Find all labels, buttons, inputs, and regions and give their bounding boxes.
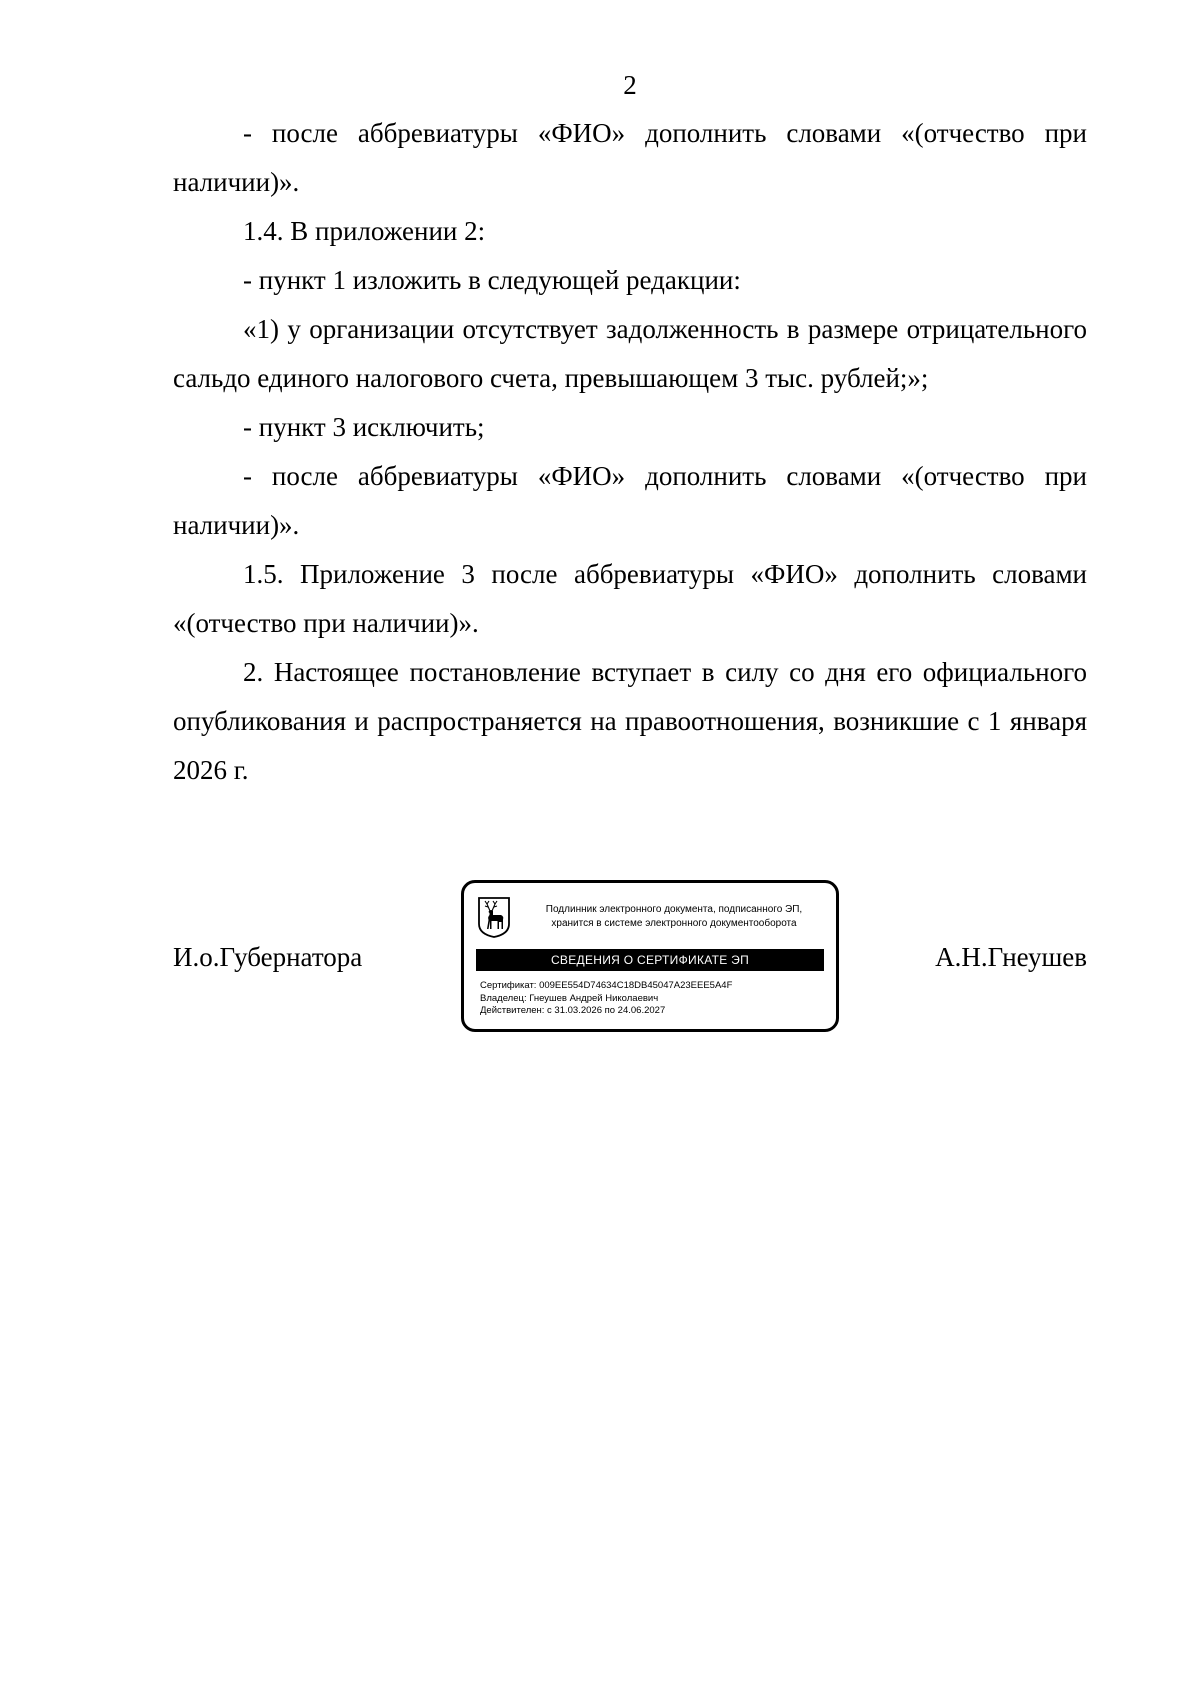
paragraph: 1.4. В приложении 2: bbox=[243, 216, 486, 246]
paragraph: 2. Настоящее постановление вступает в силу со дня его официального опубликования и распространяется на правоотношения, возникшие с 1 января 2026 г. bbox=[173, 657, 1087, 785]
stamp-header-line: хранится в системе электронного документооборота bbox=[551, 918, 797, 929]
signer-name: А.Н.Гнеушев bbox=[935, 942, 1087, 972]
paragraph: - пункт 1 изложить в следующей редакции: bbox=[243, 265, 741, 295]
certificate-details bbox=[480, 980, 830, 1018]
certificate-validity: Действителен: с 31.03.2026 по 24.06.2027 bbox=[480, 1005, 666, 1016]
stamp-header-line: Подлинник электронного документа, подписанного ЭП, bbox=[545, 904, 803, 915]
paragraph: - после аббревиатуры «ФИО» дополнить словами «(отчество при наличии)». bbox=[173, 118, 1087, 197]
document-body bbox=[173, 109, 1087, 795]
paragraph: 1.5. Приложение 3 после аббревиатуры «ФИО» дополнить словами «(отчество при наличии)». bbox=[173, 559, 1087, 638]
signature-block bbox=[173, 880, 1087, 1040]
paragraph: - после аббревиатуры «ФИО» дополнить словами «(отчество при наличии)». bbox=[173, 461, 1087, 540]
certificate-info-bar: СВЕДЕНИЯ О СЕРТИФИКАТЕ ЭП bbox=[476, 949, 824, 971]
deer-coat-of-arms-icon bbox=[477, 896, 511, 938]
paragraph: «1) у организации отсутствует задолженность в размере отрицательного сальдо единого налогового счета, превышающем 3 тыс. рублей;»; bbox=[173, 314, 1087, 393]
paragraph: - пункт 3 исключить; bbox=[243, 412, 485, 442]
stamp-header bbox=[524, 903, 824, 931]
certificate-number: Сертификат: 009EE554D74634C18DB45047A23EEE5A4F bbox=[480, 980, 733, 991]
electronic-signature-stamp bbox=[461, 880, 839, 1032]
page-number: 2 bbox=[623, 70, 637, 100]
signer-title: И.о.Губернатора bbox=[173, 942, 363, 972]
certificate-owner: Владелец: Гнеушев Андрей Николаевич bbox=[480, 992, 659, 1004]
